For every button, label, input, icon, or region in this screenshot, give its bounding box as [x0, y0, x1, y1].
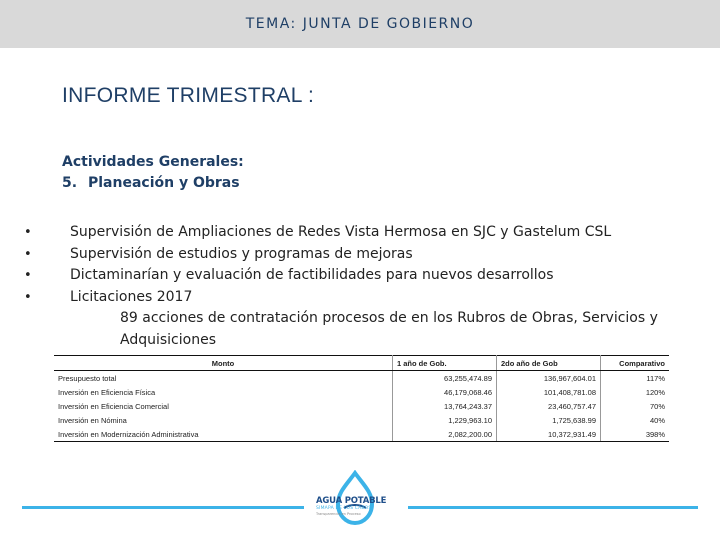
header-topic: TEMA: JUNTA DE GOBIERNO [245, 16, 475, 32]
section-line-2 [62, 173, 244, 194]
list-item: • Dictaminarían y evaluación de factibilidades para nuevos desarrollos [22, 265, 702, 287]
year2-value: 101,408,781.08 [497, 385, 601, 399]
row-label: Inversión en Eficiencia Comercial [54, 399, 393, 413]
table-row [54, 385, 669, 399]
section-heading [62, 152, 244, 194]
footer-divider-right [408, 506, 698, 509]
column-header-monto: Monto [54, 356, 393, 371]
year1-value: 46,179,068.46 [393, 385, 497, 399]
year2-value: 10,372,931.49 [497, 427, 601, 442]
comparativo-value: 120% [645, 387, 665, 397]
investment-table [54, 355, 669, 442]
list-item: • Supervisión de Ampliaciones de Redes Vista Hermosa en SJC y Gastelum CSL [22, 222, 702, 244]
column-header-comparativo: Comparativo [601, 356, 670, 371]
table-row [54, 399, 669, 413]
logo-tagline: Transparencia en Proceso [316, 512, 361, 516]
table-row [54, 427, 669, 442]
column-header-year2: 2do año de Gob [497, 356, 601, 371]
table-row [54, 371, 669, 386]
report-title: INFORME TRIMESTRAL : [62, 84, 315, 107]
list-item: • Supervisión de estudios y programas de mejoras [22, 244, 702, 266]
logo-subtext: SIMAPA DE LOS CABOS [316, 506, 372, 511]
comparativo-value: 117% [646, 373, 665, 383]
year1-value: 13,764,243.37 [393, 399, 497, 413]
section-title: Planeación y Obras [88, 175, 240, 191]
column-header-year1: 1 año de Gob. [393, 356, 497, 371]
comparativo-value: 70% [649, 401, 665, 411]
activity-list [22, 222, 702, 308]
section-number: 5. [62, 175, 78, 191]
logo-text: AGUA POTABLE [316, 496, 387, 506]
header-bar [0, 0, 720, 48]
footer-divider-left [22, 506, 304, 509]
year2-value: 23,460,757.47 [497, 399, 601, 413]
licitaciones-detail: 89 acciones de contratación procesos de en los Rubros de Obras, Servicios y Adquisiciones [120, 310, 658, 348]
year1-value: 63,255,474.89 [393, 371, 497, 386]
section-line-1: Actividades Generales: [62, 154, 244, 170]
year2-value: 1,725,638.99 [497, 413, 601, 427]
row-label: Inversión en Eficiencia Física [54, 385, 393, 399]
row-label: Presupuesto total [54, 371, 393, 386]
row-label: Inversión en Modernización Administrativa [54, 427, 393, 442]
table-header-row [54, 356, 669, 371]
table-row [54, 413, 669, 427]
year1-value: 2,082,200.00 [393, 427, 497, 442]
row-label: Inversión en Nómina [54, 413, 393, 427]
year1-value: 1,229,963.10 [393, 413, 497, 427]
comparativo-value: 398% [601, 427, 670, 442]
comparativo-value: 40% [649, 415, 665, 425]
year2-value: 136,967,604.01 [497, 371, 601, 386]
list-item: • Licitaciones 2017 [22, 287, 702, 309]
